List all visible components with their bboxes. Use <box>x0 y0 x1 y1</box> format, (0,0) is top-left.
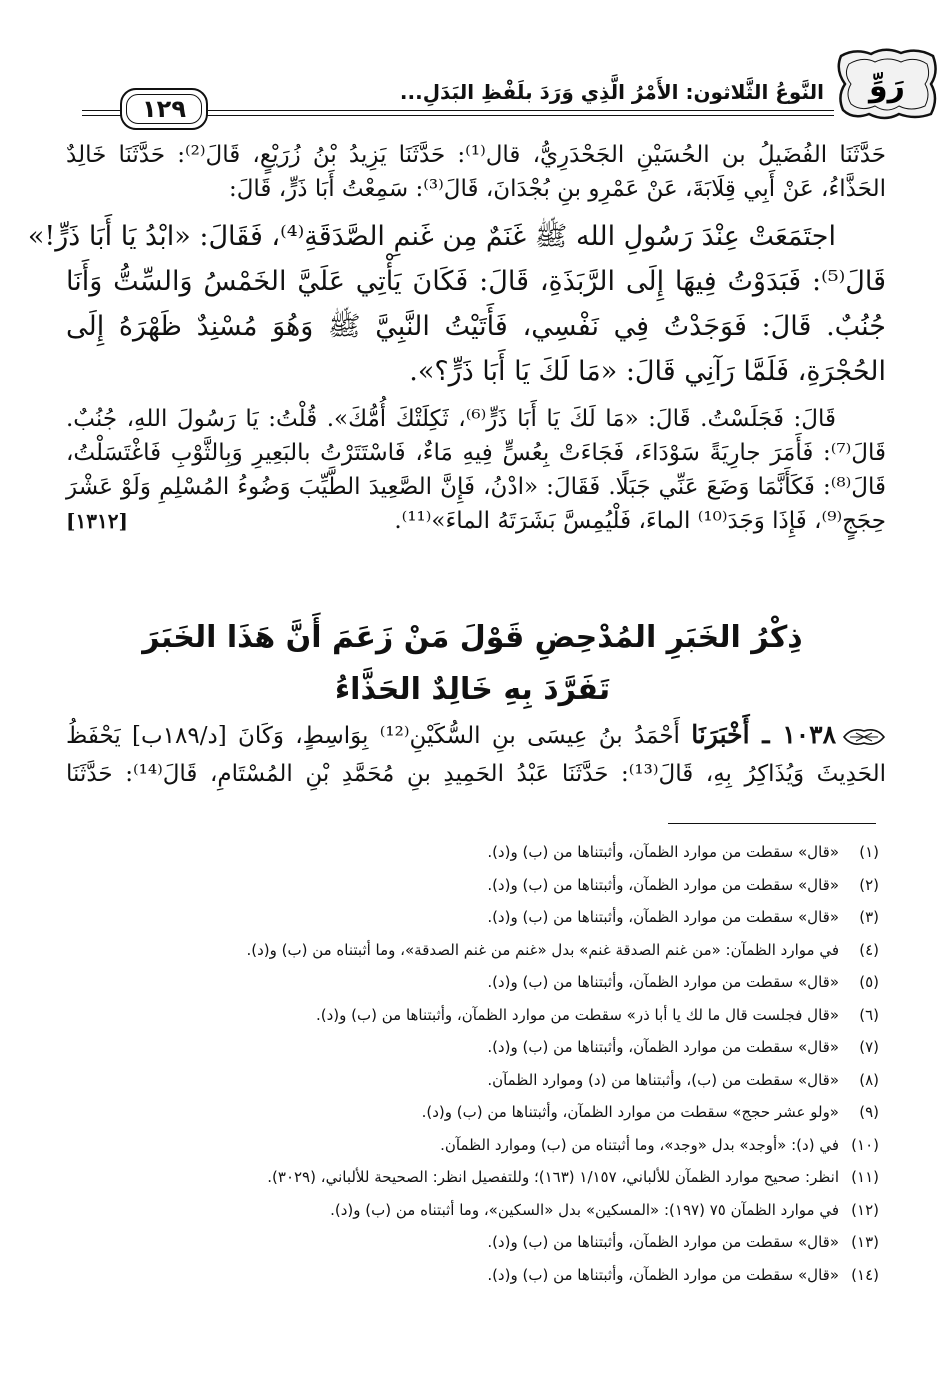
footnote-number: (٨) <box>859 1070 879 1089</box>
footnote-number: (٦) <box>859 1005 879 1024</box>
text-line: الحَذَّاءُ، عَنْ أَبِي قِلَابَةَ، عَنْ عَمْرِو بنِ بُجْدَانَ، قَالَ⁽³⁾: سَمِعْتُ أَبَا ذَرٍّ، قَالَ: <box>228 176 886 202</box>
footnote-number: (٢) <box>859 875 879 894</box>
footnote-number: (٩) <box>859 1103 879 1121</box>
footnote <box>59 836 879 869</box>
text-line: قَالَ: فَجَلَسْتُ. قَالَ: «مَا لَكَ يَا أَبَا ذَرٍّ⁽⁶⁾، ثَكِلَتْكَ أُمُّكَ». قُلْتُ: يَا رَسُولَ اللهِ، جُنُبٌ. <box>66 406 836 432</box>
entry-text: أَحْمَدُ بنُ عِيسَى بنِ السُّكَيْنِ⁽¹²⁾ بِوَاسِطٍ، وَكَانَ [د/١٨٩ب] يَحْفَظُ <box>66 723 680 749</box>
footnote <box>59 1194 879 1227</box>
paragraph-hadith <box>27 214 886 394</box>
footnote <box>59 1096 879 1129</box>
text-line: قَالَ⁽⁷⁾: فَأَمَرَ جارِيَةً سَوْدَاءَ، فَجَاءَتْ بِعُسٍّ فِيهِ مَاءٌ، فَاسْتَتَرْتُ بالبَعِيرِ وَبِالثَّوْبِ فَاغْتَسَلْتُ، <box>66 440 886 466</box>
footnote <box>59 1031 879 1064</box>
chapter-heading <box>110 612 835 716</box>
footnote <box>59 1161 879 1194</box>
text-line: الحَدِيثَ وَيُذَاكِرُ بِهِ، قَالَ⁽¹³⁾: حَدَّثَنَا عَبْدُ الحَمِيدِ بنِ مُحَمَّدِ بْنِ المُسْتَامِ، قَالَ⁽¹⁴⁾: حَدَّثَنَا <box>66 761 886 787</box>
text-line: حَدَّثَنَا الفُضَيلُ بن الحُسَيْنِ الجَحْدَرِيُّ، قال⁽¹⁾: حَدَّثَنَا يَزِيدُ بْنُ زُرَيْعٍ، قَالَ⁽²⁾: حَدَّثَنَا خَالِدٌ <box>66 142 886 168</box>
footnote <box>59 966 879 999</box>
text-line <box>66 716 886 755</box>
hadith-entry <box>66 716 886 793</box>
footnote-number: (١١) <box>851 1168 879 1186</box>
footnote <box>59 901 879 934</box>
footnote-number: (٣) <box>859 908 879 926</box>
text-line: اجتَمَعَتْ عِنْدَ رَسُولِ الله ﷺ غَنَمٌ مِن غَنمِ الصَّدَقَةِ⁽⁴⁾، فَقَالَ: «ابْدُ يَا أَبَا ذَرٍّ!» <box>27 221 836 252</box>
hadith-number: ١٠٣٨ ـ أَخْبَرَنَا <box>691 720 837 749</box>
footnote-text: انظر: صحيح موارد الظمآن للألباني، ١/١٥٧ (١٦٣)؛ وللتفصيل انظر: الصحيحة للألباني، (٣٠٢٩). <box>267 1168 839 1186</box>
main-text <box>27 138 886 538</box>
page-header <box>82 44 945 134</box>
footnote <box>59 934 879 967</box>
running-title: النَّوعُ الثَّلاثون: الأَمْرُ الَّذِي وَرَدَ بلَفْظِ البَدَلِ... <box>399 80 824 104</box>
text-line: قَالَ⁽⁸⁾: فَكَأَنَّمَا وَضَعَ عَنِّي جَبَلًا. فَقَالَ: «ادْنُ، فَإِنَّ الصَّعِيدَ الطَّيِّبَ وَضُوءُ المُسْلِمِ وَلَوْ عَشْرَ <box>66 474 886 500</box>
footnote-text: «قال» سقطت من موارد الظمآن، وأثبتناها من (ب) و(د). <box>487 875 839 894</box>
footnote-text: «قال» سقطت من موارد الظمآن، وأثبتناها من (ب) و(د). <box>487 1233 839 1251</box>
paragraph-continuation <box>66 402 886 538</box>
page-number: ١٢٩ <box>142 95 186 123</box>
footnote-number: (١٢) <box>851 1200 879 1219</box>
text-line: حِجَجٍ⁽⁹⁾، فَإِذَا وَجَدَ⁽¹⁰⁾ الماءَ، فَلْيُمِسَّ بَشَرَتَهُ الماءَ»⁽¹¹⁾. <box>394 508 886 534</box>
footnote <box>59 869 879 902</box>
footnote <box>59 1129 879 1162</box>
footnote-text: «قال» سقطت من موارد الظمآن، وأثبتناها من (ب) و(د). <box>487 843 839 861</box>
footnote-text: «قال» سقطت من موارد الظمآن، وأثبتناها من (ب) و(د). <box>487 1265 839 1284</box>
footnote-text: في (د): «أوجد» بدل «وجد»، وما أثبتناه من (ب) وموارد الظمآن. <box>440 1135 839 1154</box>
footnote-number: (٤) <box>859 940 879 959</box>
footnote-number: (٥) <box>859 973 879 991</box>
footnotes <box>59 836 879 1291</box>
hadith-reference: [١٣١٢] <box>66 509 128 533</box>
footnote-text: «ولو عشر حجج» سقطت من موارد الظمآن، وأثبتناها من (ب) و(د). <box>421 1103 839 1121</box>
footnote-text: «قال» سقطت من موارد الظمآن، وأثبتناها من (ب) و(د). <box>487 973 839 991</box>
last-line-row <box>66 504 886 538</box>
footnote <box>59 1226 879 1259</box>
footnote-number: (٧) <box>859 1038 879 1056</box>
footnote-number: (١) <box>859 843 879 861</box>
chapter-heading-line: تَفَرَّدَ بِهِ خَالِدٌ الحَذَّاءُ <box>334 672 611 707</box>
footnote-text: في موارد الظمآن ٧٥ (١٩٧): «المسكين» بدل «السكين»، وما أثبتناه من (ب) و(د). <box>330 1200 839 1219</box>
text-line: قَالَ⁽⁵⁾: فَبَدَوْتُ فِيهَا إِلَى الرَّبَذَةِ، قَالَ: فَكَانَ يَأْتِي عَلَيَّ الخَمْسُ وَالسِّتُّ وَأَنَا <box>66 266 886 297</box>
chapter-heading-line: ذِكْرُ الخَبَرِ المُدْحِضِ قَوْلَ مَنْ زَعَمَ أَنَّ هَذَا الخَبَرَ <box>142 620 803 655</box>
svg-text:رَوِّ: رَوِّ <box>869 69 905 104</box>
footnote <box>59 1064 879 1097</box>
footnote-separator <box>668 823 876 824</box>
footnote-number: (١٠) <box>851 1135 879 1154</box>
footnote-number: (١٣) <box>851 1233 879 1251</box>
corner-badge <box>835 44 940 122</box>
footnote-number: (١٤) <box>851 1265 879 1284</box>
footnote <box>59 1259 879 1292</box>
ornament-badge-icon <box>835 44 940 122</box>
footnote-text: «قال» سقطت من موارد الظمآن، وأثبتناها من (ب) و(د). <box>487 908 839 926</box>
page-number-box <box>120 88 208 130</box>
paragraph-isnad <box>66 138 886 206</box>
footnote-text: «قال» سقطت من موارد الظمآن، وأثبتناها من (ب) و(د). <box>487 1038 839 1056</box>
footnote-text: «قال» سقطت من (ب)، وأثبتناها من (د) وموارد الظمآن. <box>487 1070 839 1089</box>
text-line: الحُجْرَةِ، فَلَمَّا رَآنِي قَالَ: «مَا لَكَ يَا أَبَا ذَرٍّ؟». <box>409 356 886 387</box>
text-line: جُنُبٌ. قَالَ: فَوَجَدْتُ فِي نَفْسِي، فَأَتَيْتُ النَّبِيَّ ﷺ وَهُوَ مُسْنِدٌ ظَهْرَهُ إِلَى <box>66 311 886 342</box>
quill-ornament-icon <box>842 725 886 749</box>
footnote-text: في موارد الظمآن: «من غنم الصدقة غنم» بدل «غنم من غنم الصدقة»، وما أثبتناه من (ب) و(د). <box>246 940 839 959</box>
footnote-text: «قال فجلست قال ما لك يا أبا ذر» سقطت من موارد الظمآن، وأثبتناها من (ب) و(د). <box>315 1005 839 1024</box>
footnote <box>59 999 879 1032</box>
